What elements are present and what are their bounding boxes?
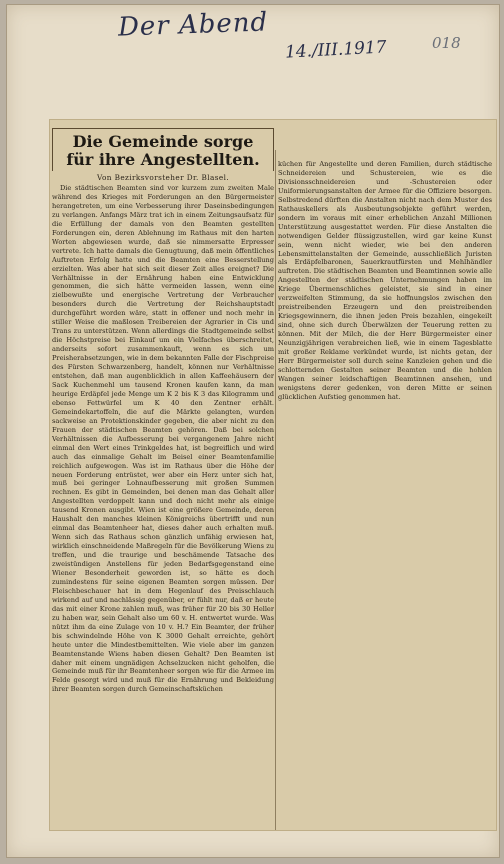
archive-number: 018 (432, 34, 461, 52)
handwritten-newspaper-name: Der Abend (117, 7, 269, 43)
column-divider (275, 150, 276, 830)
handwritten-date: 14./III.1917 (284, 37, 388, 63)
article-column-right (278, 160, 492, 420)
article-column-left (52, 128, 274, 824)
article-byline: Von Bezirksvorsteher Dr. Blasel. (96, 173, 230, 182)
article-body-right (278, 160, 492, 402)
article-headline: Die Gemeinde sorge für ihre Angestellten. (52, 128, 274, 171)
article-paragraph: Die städtischen Beamten sind vor kurzem zum zweiten Male während des Krieges mit Forderungen an den Bürgermeister herangetreten, um eine Verbesserung ihrer Daseinsbedingungen zu verlangen. Anfangs März trat ich in einem Zeitungsaufsatz für die Erfüllung der damals von den Beamten gestellten Forderungen ein, deren Ablehnung im Rathaus mit den harten Worten abgewiesen wurde, daß sie nimmersatte Erpresser vertrete. Ich hatte damals die Genugtuung, daß mein öffentliches Auftreten Erfolg hatte und die Beamten eine Besserstellung erzielten. Was aber hat sich seit dieser Zeit alles ereignet? Die Verhältnisse in der Ernährung haben eine Entwicklung genommen, die sich hätte vermeiden lassen, wenn eine zielbewußte und energische Vertretung der Verbraucher besonders durch die Vertretung der Reichshauptstadt durchgeführt worden wäre, statt in offener und noch mehr in stiller Weise die maßlosen Treibereien der Agrarier in Cis und Trans zu unterstützen. Wenn allerdings die Stadtgemeinde selbst die Höchstpreise bei Einkauf um ein Vielfaches überschreitet, anderseits sofort zusammenkauft, wenn es sich um Preisherabsetzungen, wie in dem bekannten Falle der Fischpreise des Fürsten Schwarzenberg, handelt, können nur Verhältnisse entstehen, daß man augenblicklich in allen Kaffeehäusern der Sack Kuchenmehl um tausend Kronen kaufen kann, da man heurige Erdäpfel jede Menge um K 2 bis K 3 das Kilogramm und ebenso Fettwürfel um K 40 den Zentner erhält. Gemeindekartoffeln, die auf die Märkte gelangten, wurden sackweise an Protektionskinder gegeben, die aber nicht zu den Frauen der städtischen Beamten gehören. Daß bei solchen Verhältnissen die Aufbesserung bei vergangenem Jahre nicht einmal den Wert eines Trinkgeldes hat, ist begreiflich und wird auch das einmalige Gehalt im Beisel einer Beamtenfamilie reichlich aufgewogen. Was ist im Rathaus über die Höhe der neuen Forderung entrüstet, wer aber ein Herz unter sich hat, muß bei geringer Lohnaufbesserung mit großen Summen rechnen. Es gibt in Gemeinden, bei denen man das Gehalt aller Angestellten verdoppelt kann und doch nicht mehr als einige tausend Kronen ausgibt. Wien ist eine größere Gemeinde, deren Haushalt den manches kleinen Königreichs übertrifft und nun einmal das Beamtenheer hat, dieses daher auch erhalten muß. Wenn sich das Rathaus schon gänzlich unfähig erwiesen hat, wirklich einschneidende Maßregeln für die Bevölkerung Wiens zu treffen, und die traurige und beschämende Tatsache des zweistündigen Anstellens für jeden Bedarfsgegenstand eine Wiener Besonderheit geworden ist, so hätte es doch zumindestens für seine eigenen Beamten sorgen müssen. Der Fleischbeschauer hat in dem Hegenlauf des Preisschlauch wirkend auf und nachlässig gegenüber, er fühlt nur, daß er heute das mit einer Krone zahlen muß, was früher für 20 bis 30 Heller zu haben war, sein Gehalt also um 60 v. H. entwertet wurde. Was nützt ihm da eine Zulage von 10 v. H.? Ein Beamter, der früher bis schwindelnde Höhe von K 3000 Gehalt erreichte, gehört heute unter die Mindestbemittelten. Wie viele aber im ganzen Beamtenstande Wiens haben diesen Gehalt? Den Beamten ist daher mit einem ungnädigen Achselzucken nicht geholfen, die Gemeinde muß für ihr Beamtenheer sorgen wie für die Armee im Felde gesorgt wird und muß für die Ernährung und Bekleidung ihrer Beamten sorgen durch Gemeinschaftsküchen (52, 184, 274, 694)
article-paragraph-continued: küchen für Angestellte und deren Familien, durch städtische Schneidereien und Schustereien, wie es die Divisionsschneidereien und -Schustereien oder Uniformierungsanstalten der Armee für die Offiziere besorgen. Selbstredend dürften die Anstalten nicht nach dem Muster des Rathauskellers als Ausbeutungsobjekte geführt werden, sondern im voraus mit einer erheblichen Anzahl Millionen Unterstützung ausgestattet werden. Für diese Anstalten die notwendigen Gelder flüssigzustellen, wird gar keine Kunst sein, wenn nicht wieder, wie bei den anderen Lebensmittelanstalten der Gemeinde, ausschließlich Juristen als Erdäpfelbaronen, Sauerkrautfürsten und Mehlhändler auftreten. Die städtischen Beamten und Beamtinnen sowie alle Angestellten der städtischen Unternehmungen haben im Kriege Übermenschliches geleistet, sie sind in einer verzweifelten Stimmung, da sie hoffnungslos zwischen den preistreibenden Erzeugern und den preistreibenden Kriegsgewinnern, die ihnen jeden Preis bezahlen, eingekeilt sind, ohne sich durch Überwälzen der Teuerung retten zu können. Mit der Milch, die der Herr Bürgermeister einer Neunzigjährigen verabreichen ließ, wie in einem Tagesblatte mit großer Reklame verkündet wurde, ist nichts getan, der Herr Bürgermeister soll durch seine Kanzleien gehen und die schlotternden Gestalten seiner Beamten und die hohlen Wangen seiner leidschaftigen Beamtinnen ansehen, und wenigstens derer gedenken, von deren Mitte er seinen glücklichen Aufstieg genommen hat. (278, 160, 492, 401)
article-body-left (52, 184, 274, 694)
